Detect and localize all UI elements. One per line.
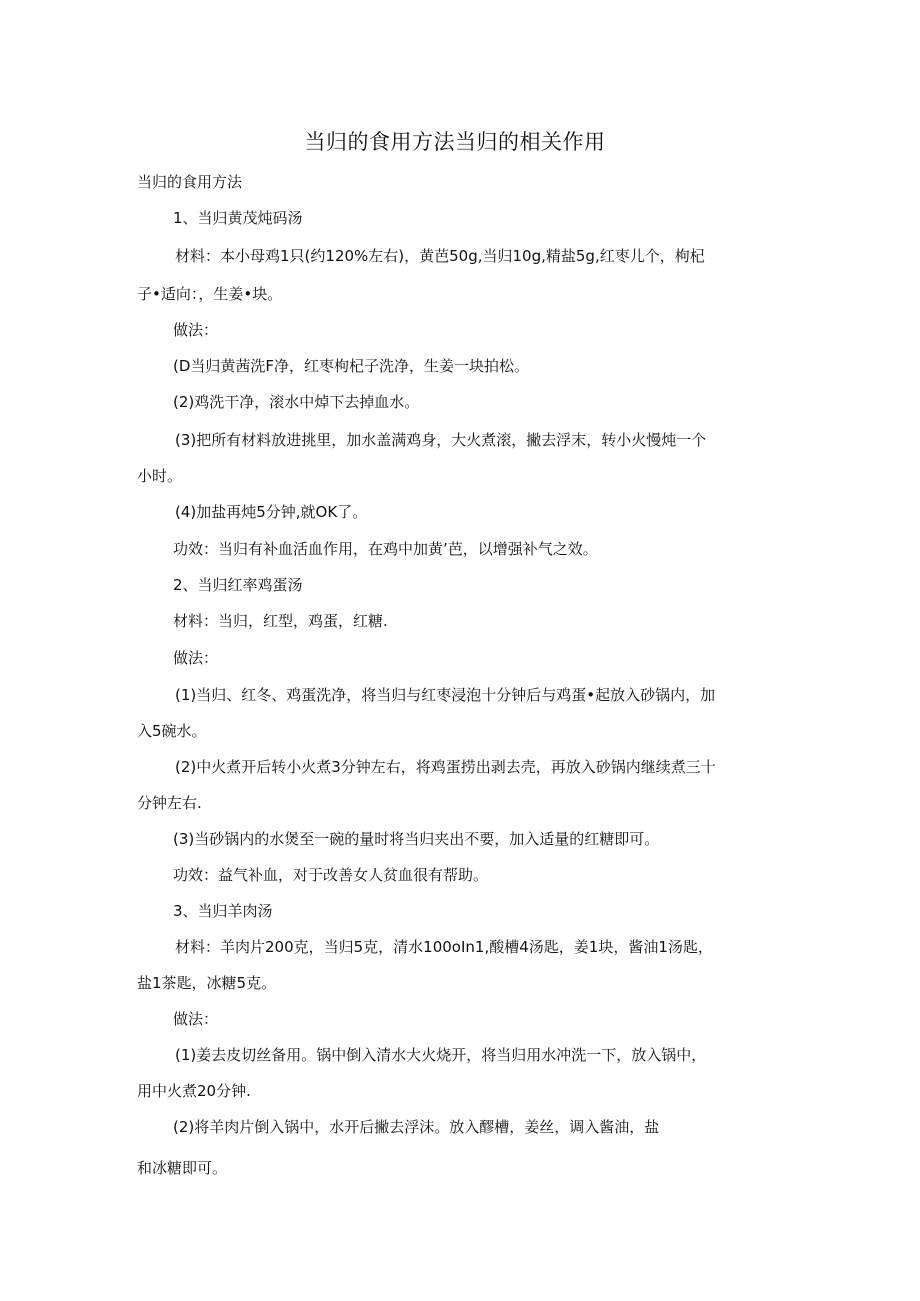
step-line: (2)中火煮开后转小火煮3分钟左右，将鸡蛋捞出剥去壳，再放入砂锅内继续煮三十 [175,758,716,776]
section-heading: 当归的食用方法 [137,173,243,191]
step-line-cont: 和冰糖即可。 [137,1159,228,1177]
step-line: (1)姜去皮切丝备用。锅中倒入清水大火烧开，将当归用水冲洗一下，放入锅中， [175,1046,707,1064]
method-label: 做法： [173,1010,219,1028]
recipe-heading: 3、当归羊肉汤 [173,902,273,920]
step-line-cont: 用中火煮20分钟. [137,1082,251,1100]
recipe-heading: 1、当归黄茂炖码汤 [173,209,303,227]
ingredients-line: 材料：本小母鸡1只(约120%左右)，黄芭50g,当归10g,精盐5g,红枣儿个，枸杞 [175,247,705,265]
ingredients-line-cont: 盐1茶匙，冰糖5克。 [137,974,277,992]
ingredients-line: 材料：羊肉片200克，当归5克，清水100oIn1,酸槽4汤匙，姜1块，酱油1汤匙， [175,938,713,956]
method-label: 做法： [173,649,219,667]
step-line-cont: 分钟左右. [137,794,202,812]
effect-line: 功效：当归有补血活血作用，在鸡中加黄’芭，以增强补气之效。 [173,540,598,558]
step-line-cont: 小时。 [137,467,183,485]
step-line: (4)加盐再炖5分钟,就OK了。 [175,503,368,521]
effect-line: 功效：益气补血，对于改善女人贫血很有帮助。 [173,866,489,884]
ingredients-line: 材料：当归，红型，鸡蛋，红糖. [173,612,388,630]
step-line: (2)将羊肉片倒入锅中，水开后撇去浮沫。放入醪槽，姜丝，调入酱油，盐 [173,1118,660,1136]
step-line: (3)当砂锅内的水煲至一碗的量时将当归夹出不要，加入适量的红糖即可。 [173,830,660,848]
ingredients-line-cont: 子•适向：，生姜•块。 [137,285,283,303]
step-line: (1)当归、红冬、鸡蛋洗净，将当归与红枣浸泡十分钟后与鸡蛋•起放入砂锅内，加 [175,686,716,704]
page-title: 当归的食用方法当归的相关作用 [304,130,606,154]
step-line: (D当归黄茜洗F净，红枣枸杞子洗净，生姜一块拍松。 [173,357,530,375]
method-label: 做法： [173,321,219,339]
step-line: (2)鸡洗干净，滚水中焯下去掉血水。 [173,393,420,411]
step-line: (3)把所有材料放进挑里，加水盖满鸡身，大火煮滚，撇去浮末，转小火慢炖一个 [175,431,707,449]
recipe-heading: 2、当归红率鸡蛋汤 [173,576,303,594]
step-line-cont: 入5碗水。 [137,722,207,740]
